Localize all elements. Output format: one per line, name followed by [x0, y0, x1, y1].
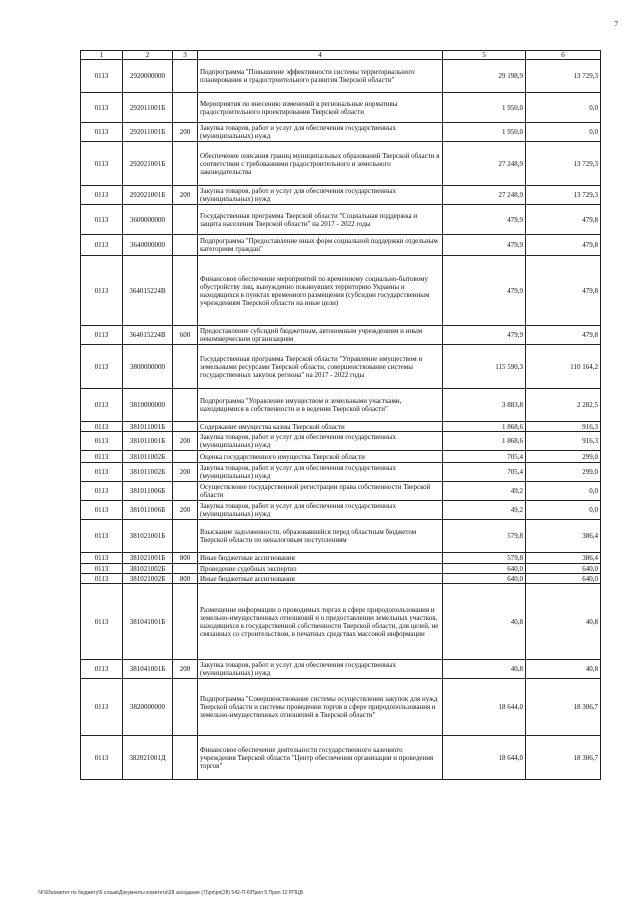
table-cell-c6: 640,0: [526, 564, 601, 574]
table-row: [81, 451, 601, 463]
table-cell-c3: 600: [173, 326, 198, 345]
table-cell-c4: Закупка товаров, работ и услуг для обеспечения государственных (муниципальных) нужд: [198, 660, 443, 679]
table-cell-c1: 0113: [81, 142, 123, 186]
table-cell-c3: [173, 60, 198, 93]
table-cell-c6: 479,8: [526, 326, 601, 345]
table-cell-c3: [173, 520, 198, 553]
table-cell-c3: 200: [173, 501, 198, 520]
table-cell-c4: Финансовое обеспечение деятельности государственного казенного учреждения Тверской области "Центр обеспечения организации и проведения торгов": [198, 736, 443, 780]
table-cell-c6: 479,8: [526, 235, 601, 256]
table-row: [81, 736, 601, 780]
table-cell-c3: [173, 205, 198, 235]
table-cell-c2: 381011002Б: [123, 463, 173, 482]
table-cell-c6: 40,8: [526, 660, 601, 679]
table-cell-c4: Иные бюджетные ассигнования: [198, 553, 443, 564]
table-cell-c5: 479,9: [443, 256, 526, 326]
table-cell-c2: 381021002Б: [123, 564, 173, 574]
table-cell-c5: 1 868,6: [443, 422, 526, 432]
table-cell-c3: [173, 584, 198, 660]
table-cell-c4: Обеспечение описания границ муниципальных образований Тверской области в соответствии с требованиями градостроительного и земельного законодательства: [198, 142, 443, 186]
table-cell-c2: 364015224В: [123, 326, 173, 345]
table-row: [81, 553, 601, 564]
table-cell-c6: 479,8: [526, 256, 601, 326]
table-cell-c6: 640,0: [526, 574, 601, 584]
table-row: [81, 660, 601, 679]
table-cell-c1: 0113: [81, 422, 123, 432]
table-cell-c6: 0,0: [526, 123, 601, 142]
table-cell-c1: 0113: [81, 553, 123, 564]
table-cell-c2: 292011001Б: [123, 93, 173, 123]
table-cell-c5: 49,2: [443, 501, 526, 520]
table-cell-c1: 0113: [81, 564, 123, 574]
table-row: [81, 60, 601, 93]
table-cell-c5: 640,0: [443, 564, 526, 574]
column-header: 2: [123, 51, 173, 60]
table-cell-c2: 3640000000: [123, 235, 173, 256]
table-row: [81, 432, 601, 451]
table-cell-c3: [173, 422, 198, 432]
table-cell-c5: 1 868,6: [443, 432, 526, 451]
table-cell-c6: 0,0: [526, 501, 601, 520]
table-cell-c2: 381011006Б: [123, 482, 173, 501]
table-cell-c5: 579,8: [443, 520, 526, 553]
table-cell-c4: Подпрограмма "Управление имуществом и земельными участками, находящимися в собственности и в ведении Тверской области": [198, 389, 443, 422]
table-cell-c6: 13 729,3: [526, 60, 601, 93]
table-row: [81, 482, 601, 501]
table-cell-c1: 0113: [81, 451, 123, 463]
table-cell-c1: 0113: [81, 679, 123, 736]
table-cell-c1: 0113: [81, 574, 123, 584]
table-cell-c1: 0113: [81, 463, 123, 482]
table-cell-c2: 3820000000: [123, 679, 173, 736]
table-cell-c1: 0113: [81, 520, 123, 553]
table-cell-c5: 3 883,8: [443, 389, 526, 422]
table-cell-c2: 3600000000: [123, 205, 173, 235]
table-cell-c5: 479,9: [443, 326, 526, 345]
table-cell-c4: Закупка товаров, работ и услуг для обеспечения государственных (муниципальных) нужд: [198, 123, 443, 142]
table-cell-c3: [173, 345, 198, 389]
table-cell-c1: 0113: [81, 60, 123, 93]
table-cell-c6: 13 729,3: [526, 142, 601, 186]
table-cell-c1: 0113: [81, 432, 123, 451]
table-cell-c4: Государственная программа Тверской области "Социальная поддержка и защита населения Тверской области" на 2017 - 2022 годы: [198, 205, 443, 235]
table-row: [81, 235, 601, 256]
table-row: [81, 123, 601, 142]
table-cell-c3: [173, 389, 198, 422]
table-cell-c6: 2 282,5: [526, 389, 601, 422]
table-cell-c4: Закупка товаров, работ и услуг для обеспечения государственных (муниципальных) нужд: [198, 463, 443, 482]
table-cell-c5: 579,8: [443, 553, 526, 564]
table-cell-c3: [173, 679, 198, 736]
table-cell-c5: 115 590,3: [443, 345, 526, 389]
table-cell-c3: [173, 256, 198, 326]
table-cell-c2: 3800000000: [123, 345, 173, 389]
table-cell-c3: [173, 564, 198, 574]
table-cell-c4: Размещение информации о проводимых торгах в сфере природопользования и земельно-имущественных отношений и о предоставлении земельных участков, находящихся в государственной собственности Тверской области, для целей, не связанных со строительством, в печатных средствах массовой информации: [198, 584, 443, 660]
table-cell-c4: Подпрограмма "Совершенствование системы осуществления закупок для нужд Тверской области и системы проведения торгов в сфере природопользования и земельно-имущественных отношений в Тверской области": [198, 679, 443, 736]
table-cell-c2: 292021001Б: [123, 186, 173, 205]
header-row: [81, 51, 601, 60]
table-row: [81, 389, 601, 422]
table-cell-c2: 381011001Б: [123, 432, 173, 451]
table-cell-c2: 381021001Б: [123, 520, 173, 553]
table-cell-c4: Осуществление государственной регистрации права собственности Тверской области: [198, 482, 443, 501]
table-cell-c1: 0113: [81, 345, 123, 389]
column-header: 6: [526, 51, 601, 60]
table-cell-c3: 200: [173, 123, 198, 142]
table-cell-c5: 705,4: [443, 463, 526, 482]
table-row: [81, 205, 601, 235]
table-cell-c1: 0113: [81, 584, 123, 660]
budget-table: [80, 50, 601, 780]
table-cell-c3: 800: [173, 574, 198, 584]
table-cell-c5: 40,8: [443, 660, 526, 679]
table-row: [81, 463, 601, 482]
table-cell-c3: [173, 235, 198, 256]
table-cell-c2: 2920000000: [123, 60, 173, 93]
table-cell-c5: 49,2: [443, 482, 526, 501]
table-cell-c1: 0113: [81, 186, 123, 205]
table-cell-c4: Финансовое обеспечение мероприятий по временному социально-бытовому обустройству лиц, вынужденно покинувших территорию Украины и находящихся в пунктах временного размещения (субсидии государственным учреждениям Тверской области на иные цели): [198, 256, 443, 326]
table-cell-c6: 110 164,2: [526, 345, 601, 389]
table-row: [81, 142, 601, 186]
table-cell-c6: 13 729,3: [526, 186, 601, 205]
table-cell-c1: 0113: [81, 501, 123, 520]
table-row: [81, 520, 601, 553]
table-cell-c4: Оценка государственного имущества Тверской области: [198, 451, 443, 463]
table-cell-c6: 916,3: [526, 422, 601, 432]
table-cell-c2: 381011002Б: [123, 451, 173, 463]
table-cell-c2: 382021001Д: [123, 736, 173, 780]
table-cell-c3: 200: [173, 660, 198, 679]
table-row: [81, 422, 601, 432]
table-cell-c3: 200: [173, 432, 198, 451]
table-cell-c6: 18 306,7: [526, 679, 601, 736]
table-cell-c1: 0113: [81, 389, 123, 422]
table-cell-c4: Предоставление субсидий бюджетным, автономным учреждениям и иным некоммерческим организациям: [198, 326, 443, 345]
table-row: [81, 564, 601, 574]
table-cell-c1: 0113: [81, 482, 123, 501]
table-cell-c1: 0113: [81, 660, 123, 679]
table-cell-c2: 381041001Б: [123, 660, 173, 679]
table-cell-c3: [173, 142, 198, 186]
table-cell-c4: Иные бюджетные ассигнования: [198, 574, 443, 584]
table-row: [81, 256, 601, 326]
table-cell-c4: Государственная программа Тверской области "Управление имуществом и земельными ресурсами Тверской области, совершенствование системы государственных закупок региона" на 2017 - 2022 годы: [198, 345, 443, 389]
table-row: [81, 186, 601, 205]
table-cell-c5: 479,9: [443, 235, 526, 256]
table-cell-c4: Подпрограмма "Предоставление иных форм социальной поддержки отдельным категориям граждан": [198, 235, 443, 256]
table-cell-c4: Закупка товаров, работ и услуг для обеспечения государственных (муниципальных) нужд: [198, 501, 443, 520]
table-cell-c3: 200: [173, 463, 198, 482]
table-row: [81, 574, 601, 584]
table-cell-c6: 18 306,7: [526, 736, 601, 780]
table-cell-c2: 381021001Б: [123, 553, 173, 564]
table-cell-c6: 0,0: [526, 93, 601, 123]
table-cell-c1: 0113: [81, 205, 123, 235]
table-cell-c3: [173, 482, 198, 501]
table-cell-c5: 40,8: [443, 584, 526, 660]
table-cell-c1: 0113: [81, 123, 123, 142]
table-cell-c1: 0113: [81, 326, 123, 345]
table-cell-c2: 292011001Б: [123, 123, 173, 142]
table-cell-c6: 40,8: [526, 584, 601, 660]
table-cell-c4: Закупка товаров, работ и услуг для обеспечения государственных (муниципальных) нужд: [198, 186, 443, 205]
table-cell-c5: 18 644,0: [443, 736, 526, 780]
table-cell-c4: Содержание имущества казны Тверской области: [198, 422, 443, 432]
table-cell-c1: 0113: [81, 235, 123, 256]
table-cell-c5: 479,9: [443, 205, 526, 235]
column-header: 1: [81, 51, 123, 60]
table-cell-c5: 1 950,0: [443, 93, 526, 123]
table-row: [81, 584, 601, 660]
table-cell-c2: 3810000000: [123, 389, 173, 422]
table-cell-c5: 640,0: [443, 574, 526, 584]
table-cell-c2: 381021002Б: [123, 574, 173, 584]
table-cell-c2: 381041001Б: [123, 584, 173, 660]
table-cell-c5: 705,4: [443, 451, 526, 463]
table-cell-c3: [173, 451, 198, 463]
table-cell-c2: 381011006Б: [123, 501, 173, 520]
table-cell-c5: 27 248,9: [443, 186, 526, 205]
table-cell-c2: 381011001Б: [123, 422, 173, 432]
table-cell-c4: Взыскание задолженности, образовавшейся перед областным бюджетом Тверской области по неналоговым поступлениям: [198, 520, 443, 553]
table-cell-c6: 386,4: [526, 553, 601, 564]
table-cell-c4: Проведение судебных экспертиз: [198, 564, 443, 574]
column-header: 5: [443, 51, 526, 60]
table-row: [81, 326, 601, 345]
table-cell-c5: 18 644,0: [443, 679, 526, 736]
table-cell-c6: 299,0: [526, 463, 601, 482]
table-cell-c3: [173, 736, 198, 780]
table-cell-c3: [173, 93, 198, 123]
table-cell-c1: 0113: [81, 93, 123, 123]
table-row: [81, 93, 601, 123]
table-cell-c1: 0113: [81, 256, 123, 326]
table-cell-c1: 0113: [81, 736, 123, 780]
table-cell-c6: 479,8: [526, 205, 601, 235]
page-number: 7: [614, 20, 618, 28]
table-cell-c6: 0,0: [526, 482, 601, 501]
table-row: [81, 679, 601, 736]
table-cell-c4: Мероприятия по внесению изменений в региональные нормативы градостроительного проектирования Тверской области: [198, 93, 443, 123]
table-cell-c5: 27 248,9: [443, 142, 526, 186]
column-header: 4: [198, 51, 443, 60]
table-cell-c5: 29 198,9: [443, 60, 526, 93]
table-cell-c4: Подпрограмма "Повышение эффективности системы территориального планирования и градостроительного развития Тверской области": [198, 60, 443, 93]
table-cell-c2: 364015224В: [123, 256, 173, 326]
table-cell-c2: 292021001Б: [123, 142, 173, 186]
table-cell-c5: 1 950,0: [443, 123, 526, 142]
table-row: [81, 501, 601, 520]
footer-file-path: \\FS0\комитет по бюджету\6 созыв\Документы комитета\28 заседание (7)\рп\рп(28) 542-П-6\Прил 5 Прил 12 РПЦВ: [38, 890, 303, 896]
table-row: [81, 345, 601, 389]
column-header: 3: [173, 51, 198, 60]
table-cell-c6: 916,3: [526, 432, 601, 451]
table-cell-c3: 200: [173, 186, 198, 205]
table-cell-c4: Закупка товаров, работ и услуг для обеспечения государственных (муниципальных) нужд: [198, 432, 443, 451]
table-cell-c6: 386,4: [526, 520, 601, 553]
table-cell-c6: 299,0: [526, 451, 601, 463]
table-cell-c3: 800: [173, 553, 198, 564]
